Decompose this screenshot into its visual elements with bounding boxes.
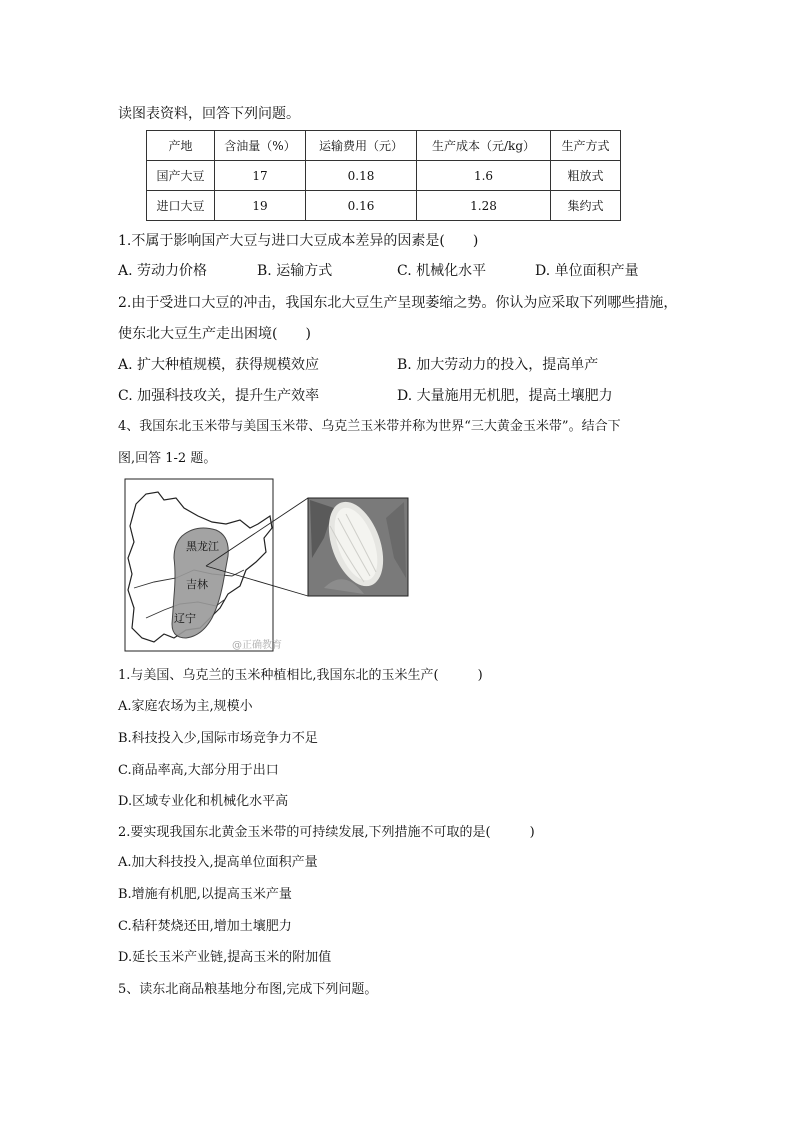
q4-intro-line2: 图,回答 1-2 题。 [118, 451, 217, 466]
table-header: 生产方式 [551, 131, 621, 161]
map-label: 黑龙江 [186, 540, 219, 553]
corn-belt-figure [124, 478, 410, 654]
q4-sub1-stem: 1.与美国、乌克兰的玉米种植相比,我国东北的玉米生产( ) [118, 668, 483, 683]
table-cell: 19 [215, 191, 306, 221]
q4-sub1-option-c: C.商品率高,大部分用于出口 [118, 763, 279, 778]
map-label: 辽宁 [174, 612, 196, 625]
soybean-table [146, 130, 621, 221]
q1-stem: 1.不属于影响国产大豆与进口大豆成本差异的因素是( ) [118, 233, 479, 249]
q4-sub1-option-b: B.科技投入少,国际市场竞争力不足 [118, 731, 318, 746]
q2-option-a: A. 扩大种植规模，获得规模效应 [118, 357, 320, 373]
table-cell: 进口大豆 [147, 191, 215, 221]
q1-option-a: A. 劳动力价格 [118, 263, 208, 279]
intro-text: 读图表资料，回答下列问题。 [118, 106, 300, 122]
q2-options-row2 [118, 386, 678, 406]
table-row [147, 191, 621, 221]
q1-option-d: D. 单位面积产量 [535, 263, 639, 279]
table-cell: 0.16 [306, 191, 417, 221]
map-label: 吉林 [186, 578, 208, 591]
table-cell: 粗放式 [551, 161, 621, 191]
table-cell: 国产大豆 [147, 161, 215, 191]
table-header: 产地 [147, 131, 215, 161]
q5-intro: 5、读东北商品粮基地分布图,完成下列问题。 [118, 982, 378, 997]
q4-sub2-option-d: D.延长玉米产业链,提高玉米的附加值 [118, 950, 332, 965]
q2-options-row1 [118, 355, 678, 375]
table-cell: 1.6 [417, 161, 551, 191]
q4-intro-line1: 4、我国东北玉米带与美国玉米带、乌克兰玉米带并称为世界“三大黄金玉米带”。结合下 [118, 419, 621, 434]
table-cell: 17 [215, 161, 306, 191]
corn-photo [308, 494, 408, 596]
q2-stem-line1: 2.由于受进口大豆的冲击，我国东北大豆生产呈现萎缩之势。你认为应采取下列哪些措施， [118, 295, 678, 311]
q1-option-b: B. 运输方式 [257, 263, 333, 279]
q4-sub1-option-d: D.区域专业化和机械化水平高 [118, 794, 289, 809]
watermark: @正确教育 [232, 640, 282, 651]
table-cell: 1.28 [417, 191, 551, 221]
table-cell: 0.18 [306, 161, 417, 191]
q4-sub1-option-a: A.家庭农场为主,规模小 [118, 699, 253, 714]
table-cell: 集约式 [551, 191, 621, 221]
q4-sub2-stem: 2.要实现我国东北黄金玉米带的可持续发展,下列措施不可取的是( ) [118, 825, 535, 840]
northeast-map-svg [124, 478, 410, 654]
q2-option-c: C. 加强科技攻关，提升生产效率 [118, 388, 320, 404]
q4-sub2-option-c: C.秸秆焚烧还田,增加土壤肥力 [118, 919, 292, 934]
table-row [147, 161, 621, 191]
table-header: 含油量（%） [215, 131, 306, 161]
q4-sub2-option-a: A.加大科技投入,提高单位面积产量 [118, 855, 318, 870]
table-header-row [147, 131, 621, 161]
q4-sub2-option-b: B.增施有机肥,以提高玉米产量 [118, 887, 292, 902]
table-header: 运输费用（元） [306, 131, 417, 161]
q1-options [118, 261, 678, 281]
q2-stem-line2: 使东北大豆生产走出困境( ) [118, 326, 311, 342]
q1-option-c: C. 机械化水平 [397, 263, 487, 279]
q2-option-d: D. 大量施用无机肥，提高土壤肥力 [397, 388, 613, 404]
q2-option-b: B. 加大劳动力的投入，提高单产 [397, 357, 599, 373]
table-header: 生产成本（元/kg） [417, 131, 551, 161]
